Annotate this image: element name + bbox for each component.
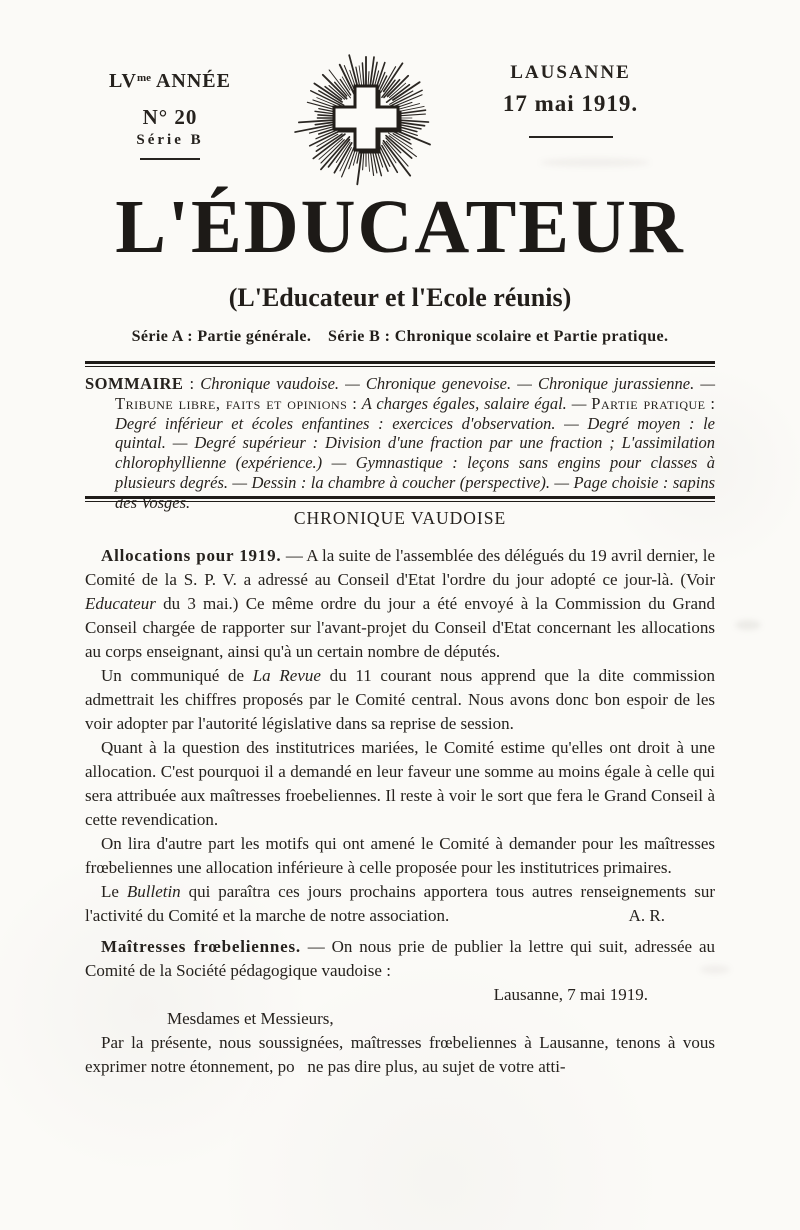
- journal-title: L'ÉDUCATEUR: [115, 185, 685, 269]
- city-label: LAUSANNE: [510, 62, 631, 83]
- italic-title-bulletin: Bulletin: [126, 882, 181, 901]
- italic-title-la-revue: La Revue: [252, 666, 321, 685]
- sommaire-items: A charges égales, salaire égal. —: [361, 393, 592, 413]
- author-initials: A. R.: [628, 906, 665, 925]
- paragraph-lead: Allocations pour 1919.: [101, 546, 282, 565]
- paragraph-text: du 11 courant nous apprend que la dite commission admettrait les chiffres proposés par le Comité central. Nous avons donc bon espoir de les voir adopter par l'autorité législative dans sa reprise de session.: [85, 666, 715, 733]
- paragraph-text: — A la suite de l'assemblée des délégués du 19 avril dernier, le Comité de la S. P. V. a adressé au Conseil d'Etat l'ordre du jour adopté ce jour-là. (Voir: [85, 546, 715, 589]
- series-description-line: Série A : Partie générale. Série B : Chronique scolaire et Partie pratique.: [131, 328, 669, 345]
- table-of-contents: [85, 374, 715, 513]
- paragraph-text: du 3 mai.) Ce même ordre du jour a été envoyé à la Commission du Grand Conseil chargée de rapporter sur l'avant-projet du Conseil d'Etat concernant les allocations au corps enseignant, ainsi qu'à un certain nombre de députés.: [85, 594, 715, 661]
- article-column: [85, 508, 715, 1079]
- paragraph-allocations: [85, 544, 715, 664]
- double-rule-bottom: [85, 496, 715, 502]
- sommaire-separator: :: [347, 393, 362, 413]
- paragraph-motifs: On lira d'autre part les motifs qui ont amené le Comité à demander pour les maîtresses frœbeliennes une allocation inférieure à celle proposée pour les institutrices primaires.: [85, 834, 715, 877]
- paragraph-text: qui paraîtra ces jours prochains apportera tous autres renseignements sur l'activité du Comité et la marche de notre association.: [85, 882, 715, 925]
- paragraph-text: Un communiqué de: [101, 666, 253, 685]
- bleedthrough-smudge: [735, 620, 761, 630]
- paragraph-lead: Maîtresses frœbeliennes.: [101, 937, 301, 956]
- sommaire-items: Degré inférieur et écoles enfantines : exercices d'observation. — Degré moyen : le quintal. — Degré supérieur : Division d'une fraction par une fraction ; L'assimilation chlorophyllienne (expérience.) — Gymnastique : leçons sans engins pour classes à plusieurs degrés. — Dessin : la chambre à coucher (perspective). — Page choisie : sapins des Vosges.: [115, 413, 715, 512]
- sommaire-separator: :: [705, 393, 715, 413]
- sommaire-label: SOMMAIRE: [85, 374, 184, 393]
- sommaire-items: Chronique vaudoise. — Chronique genevoise. — Chronique jurassienne. —: [200, 374, 715, 393]
- letter-dateline: Lausanne, 7 mai 1919.: [493, 985, 648, 1004]
- letter-salutation: Mesdames et Messieurs,: [167, 1009, 334, 1028]
- sommaire-separator: :: [183, 374, 201, 393]
- sommaire-rubric-pratique: Partie pratique: [591, 393, 706, 413]
- paragraph-communique: [85, 664, 715, 736]
- issue-date: 17 mai 1919.: [502, 91, 639, 116]
- paragraph-institutrices: Quant à la question des institutrices mariées, le Comité estime qu'elles ont droit à une allocation. C'est pourquoi il a demandé en leur faveur une somme au moins égale à celle qui sera attribuée aux maîtresses froebeliennes. Il reste à voir le sort que fera le Grand Conseil à cette revendication.: [85, 738, 715, 829]
- section-heading: CHRONIQUE VAUDOISE: [293, 508, 507, 528]
- sommaire-rubric-tribune: Tribune libre, faits et opinions: [115, 393, 348, 413]
- header-left-block: [100, 70, 240, 160]
- paragraph-text: — On nous prie de publier la lettre qui suit, adressée au Comité de la Société pédagogique vaudoise :: [85, 937, 715, 980]
- swiss-cross-sunburst-icon: [288, 42, 444, 194]
- journal-subtitle: (L'Educateur et l'Ecole réunis): [228, 283, 572, 312]
- letter-paragraph: Par la présente, nous soussignées, maîtresses frœbeliennes à Lausanne, tenons à vous exprimer notre étonnement, po ne pas dire plus, au sujet de votre atti-: [85, 1033, 715, 1076]
- paragraph-text: Le: [101, 882, 127, 901]
- series-label: Série B: [136, 132, 204, 148]
- issue-number: N° 20: [142, 105, 198, 129]
- header-right-block: [478, 62, 663, 138]
- double-rule-top: [85, 361, 715, 367]
- paragraph-maitresses: [85, 935, 715, 983]
- ordinal-superscript: me: [137, 72, 152, 84]
- paragraph-bulletin: [85, 880, 715, 928]
- header-left-rule: [140, 158, 200, 160]
- bleedthrough-smudge: [540, 158, 650, 167]
- italic-title-educateur: Educateur: [85, 594, 156, 613]
- header-right-rule: [529, 136, 613, 138]
- volume-year-label: $LV^{me}$ ANNÉE: [109, 70, 231, 92]
